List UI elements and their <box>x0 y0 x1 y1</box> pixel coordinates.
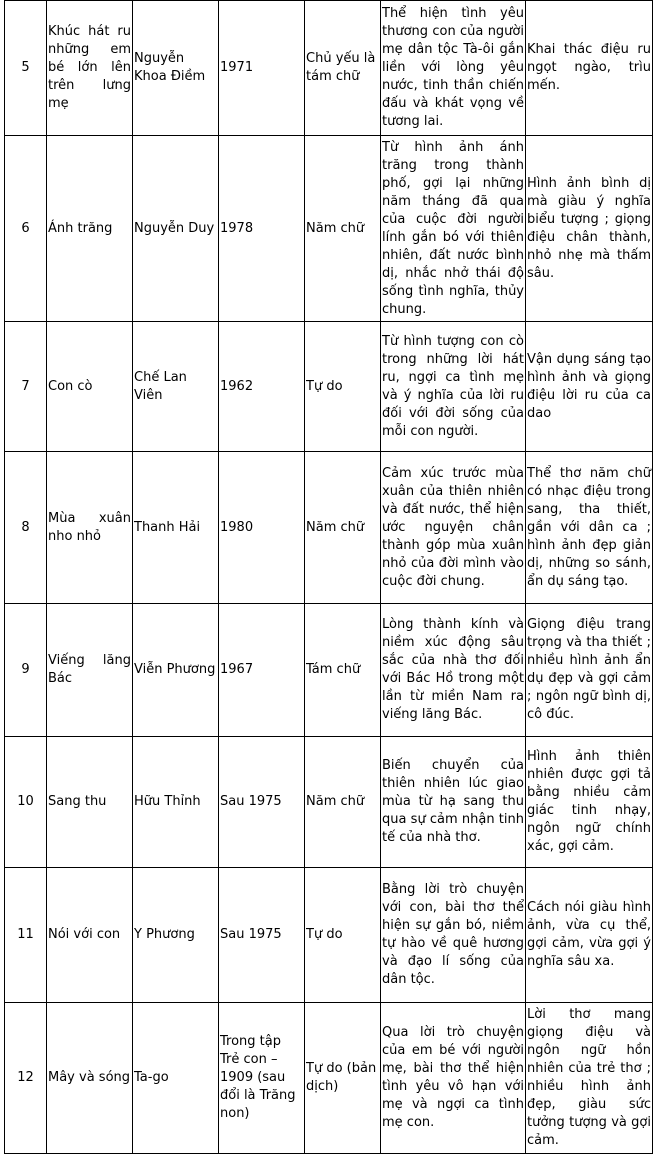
row-number: 11 <box>5 868 47 1003</box>
poem-form: Năm chữ <box>305 737 381 868</box>
poem-content: Biến chuyển của thiên nhiên lúc giao mùa từ hạ sang thu qua sự cảm nhận tinh tế của nhà thơ. <box>381 737 526 868</box>
poem-content: Lòng thành kính và niềm xúc động sâu sắc của nhà thơ đối với Bác Hồ trong một lần từ miền Nam ra viếng lăng Bác. <box>381 604 526 737</box>
poem-form: Năm chữ <box>305 136 381 322</box>
poem-author: Ta-go <box>133 1003 219 1154</box>
poem-art: Khai thác điệu ru ngọt ngào, trìu mến. <box>526 1 653 136</box>
poem-form: Tự do <box>305 322 381 452</box>
poem-author: Nguyễn Khoa Điềm <box>133 1 219 136</box>
poem-year: 1967 <box>219 604 305 737</box>
poem-year: 1978 <box>219 136 305 322</box>
poem-content: Cảm xúc trước mùa xuân của thiên nhiên và đất nước, thể hiện ước nguyện chân thành góp mùa xuân nhỏ của đời mình vào cuộc đời chung. <box>381 452 526 604</box>
row-number: 9 <box>5 604 47 737</box>
poem-year: Sau 1975 <box>219 868 305 1003</box>
poem-author: Chế Lan Viên <box>133 322 219 452</box>
poem-title: Mùa xuân nho nhỏ <box>47 452 133 604</box>
poem-title: Con cò <box>47 322 133 452</box>
poem-content: Qua lời trò chuyện của em bé với người mẹ, bài thơ thể hiện tình yêu vô hạn với mẹ và ngợi ca tình mẹ con. <box>381 1003 526 1154</box>
poem-form: Chủ yếu là tám chữ <box>305 1 381 136</box>
poem-author: Hữu Thỉnh <box>133 737 219 868</box>
poem-title: Ánh trăng <box>47 136 133 322</box>
poem-art: Vận dụng sáng tạo hình ảnh và giọng điệu lời ru của ca dao <box>526 322 653 452</box>
poem-art: Hình ảnh thiên nhiên được gợi tả bằng nhiều cảm giác tinh nhạy, ngôn ngữ chính xác, gợi cảm. <box>526 737 653 868</box>
table-row <box>5 136 653 322</box>
poem-table <box>4 0 653 1154</box>
row-number: 8 <box>5 452 47 604</box>
poem-form: Tám chữ <box>305 604 381 737</box>
poem-art: Thể thơ năm chữ có nhạc điệu trong sang, tha thiết, gần với dân ca ; hình ảnh đẹp giản dị, những so sánh, ẩn dụ sáng tạo. <box>526 452 653 604</box>
table-row <box>5 1 653 136</box>
poem-author: Nguyễn Duy <box>133 136 219 322</box>
poem-content: Từ hình ảnh ánh trăng trong thành phố, gợi lại những năm tháng đã qua của cuộc đời người lính gắn bó với thiên nhiên, đất nước bình dị, nhắc nhở thái độ sống tình nghĩa, thủy chung. <box>381 136 526 322</box>
poem-art: Giọng điệu trang trọng và tha thiết ; nhiều hình ảnh ẩn dụ đẹp và gợi cảm ; ngôn ngữ bình dị, cô đúc. <box>526 604 653 737</box>
poem-form: Tự do (bản dịch) <box>305 1003 381 1154</box>
row-number: 6 <box>5 136 47 322</box>
poem-title: Mây và sóng <box>47 1003 133 1154</box>
poem-content: Từ hình tượng con cò trong những lời hát ru, ngợi ca tình mẹ và ý nghĩa của lời ru đối với đời sống của mỗi con người. <box>381 322 526 452</box>
poem-title: Khúc hát ru những em bé lớn lên trên lưng mẹ <box>47 1 133 136</box>
table-row <box>5 322 653 452</box>
row-number: 10 <box>5 737 47 868</box>
poem-title: Sang thu <box>47 737 133 868</box>
poem-art: Hình ảnh bình dị mà giàu ý nghĩa biểu tượng ; giọng điệu chân thành, nhỏ nhẹ mà thấm sâu. <box>526 136 653 322</box>
poem-author: Viễn Phương <box>133 604 219 737</box>
row-number: 7 <box>5 322 47 452</box>
table-row <box>5 452 653 604</box>
poem-year: Sau 1975 <box>219 737 305 868</box>
poem-year: Trong tập Trẻ con – 1909 (sau đổi là Trăng non) <box>219 1003 305 1154</box>
poem-art: Cách nói giàu hình ảnh, vừa cụ thể, gợi cảm, vừa gợi ý nghĩa sâu xa. <box>526 868 653 1003</box>
row-number: 5 <box>5 1 47 136</box>
poem-year: 1980 <box>219 452 305 604</box>
poem-content: Thể hiện tình yêu thương con của người mẹ dân tộc Tà-ôi gắn liền với lòng yêu nước, tinh thần chiến đấu và khát vọng về tương lai. <box>381 1 526 136</box>
poem-title: Nói với con <box>47 868 133 1003</box>
poem-author: Y Phương <box>133 868 219 1003</box>
poem-author: Thanh Hải <box>133 452 219 604</box>
poem-year: 1971 <box>219 1 305 136</box>
poem-form: Tự do <box>305 868 381 1003</box>
poem-title: Viếng lăng Bác <box>47 604 133 737</box>
table-row <box>5 1003 653 1154</box>
table-row <box>5 737 653 868</box>
poem-content: Bằng lời trò chuyện với con, bài thơ thể hiện sự gắn bó, niềm tự hào về quê hương và đạo lí sống của dân tộc. <box>381 868 526 1003</box>
row-number: 12 <box>5 1003 47 1154</box>
poem-art: Lời thơ mang giọng điệu và ngôn ngữ hồn nhiên của trẻ thơ ; nhiều hình ảnh đẹp, giàu sức tưởng tượng và gợi cảm. <box>526 1003 653 1154</box>
poem-form: Năm chữ <box>305 452 381 604</box>
table-row <box>5 604 653 737</box>
poem-year: 1962 <box>219 322 305 452</box>
table-row <box>5 868 653 1003</box>
